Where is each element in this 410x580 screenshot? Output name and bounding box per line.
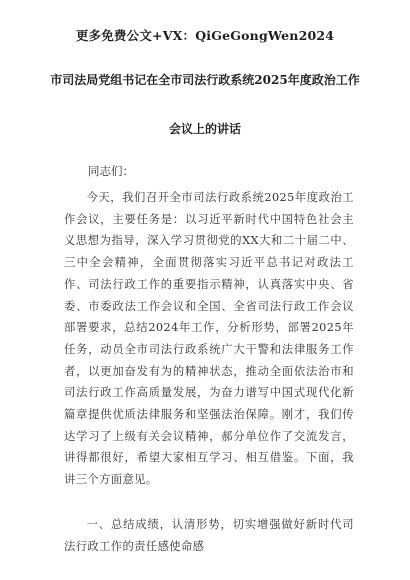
body-paragraph-1: 今天，我们召开全市司法行政系统2025年度政治工作会议，主要任务是：以习近平新时代中国特色社会主义思想为指导，深入学习贯彻党的XX大和二十届二中、三中全会精神，全面贯彻落实习近平总书记对政法工作、司法行政工作的重要指示精神，认真落实中央、省委、市委政法工作会议和全国、全省司法行政工作会议部署要求，总结2024年工作，分析形势，部署2025年任务，动员全市司法行政系统广大干警和法律服务工作者，以更加奋发有为的精神状态，推动全面依法治市和司法行政工作高质量发展，为奋力谱写中国式现代化新篇章提供优质法律服务和坚强法治保障。刚才，我们传达学习了上级有关会议精神，郝分单位作了交流发言，讲得都很好，希望大家相互学习、相互借鉴。下面，我讲三个方面意见。 <box>64 191 354 487</box>
header-watermark: 更多免费公文+VX：QiGeGongWen2024 <box>75 28 335 43</box>
document-title-line-2: 会议上的讲话 <box>168 122 241 136</box>
section-heading-1: 一、总结成绩，认清形势，切实增强做好新时代司法行政工作的责任感使命感 <box>64 518 354 553</box>
document-title-line-1: 市司法局党组书记在全市司法行政系统2025年度政治工作 <box>50 73 360 87</box>
salutation: 同志们： <box>88 164 134 178</box>
